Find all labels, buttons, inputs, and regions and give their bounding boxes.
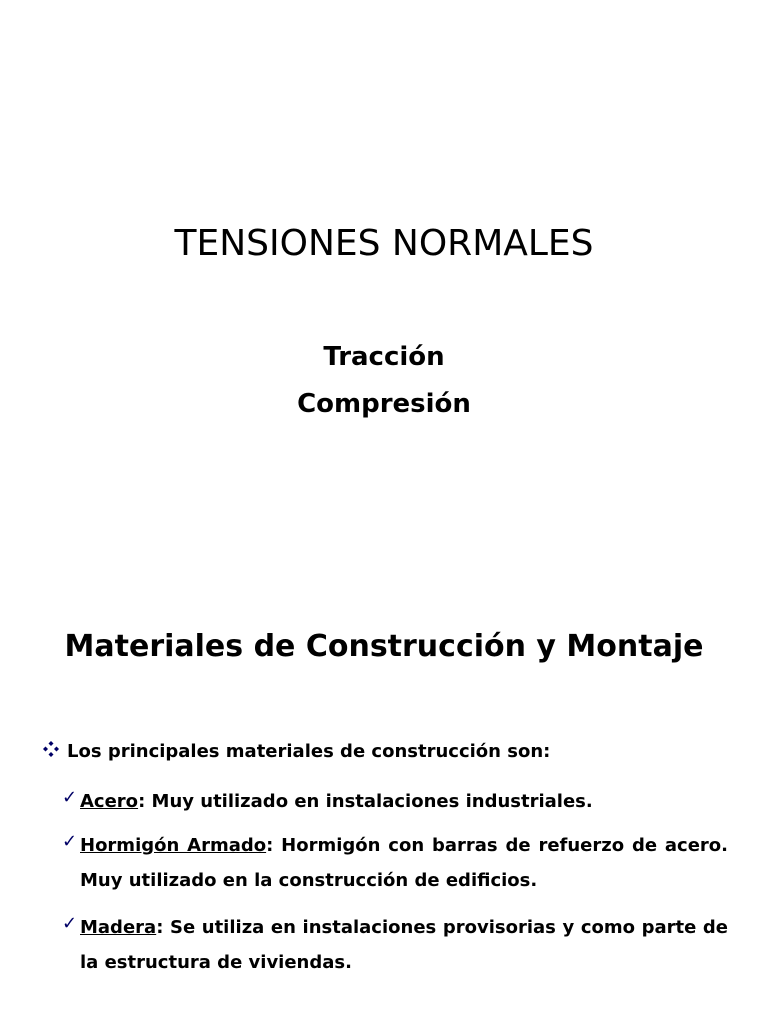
- subtitle-traccion: Tracción: [323, 342, 445, 372]
- list-item-acero: [62, 784, 728, 819]
- intro-bullet: [42, 740, 722, 764]
- term-hormigon: Hormigón Armado: [80, 835, 267, 856]
- subtitle-compresion: Compresión: [297, 389, 471, 419]
- materials-heading: Materiales de Construcción y Montaje: [64, 629, 704, 664]
- diamond-bullet-icon: [42, 740, 60, 758]
- slide-subtitles: [0, 334, 768, 428]
- slide-title: TENSIONES NORMALES: [174, 223, 594, 264]
- checkmark-icon: ✓: [62, 913, 78, 934]
- desc-hormigon: : Hormigón con barras de refuerzo de acero. Muy utilizado en la construcción de edificios.: [80, 835, 728, 891]
- term-acero: Acero: [80, 791, 139, 812]
- checkmark-icon: ✓: [62, 831, 78, 852]
- desc-acero: : Muy utilizado en instalaciones industriales.: [138, 791, 593, 812]
- intro-text: Los principales materiales de construcción son:: [67, 741, 551, 762]
- checkmark-icon: ✓: [62, 787, 78, 808]
- desc-madera: : Se utiliza en instalaciones provisorias y como parte de la estructura de viviendas.: [80, 917, 728, 973]
- list-item-hormigon: [62, 828, 728, 898]
- term-madera: Madera: [80, 917, 157, 938]
- list-item-madera: [62, 910, 728, 980]
